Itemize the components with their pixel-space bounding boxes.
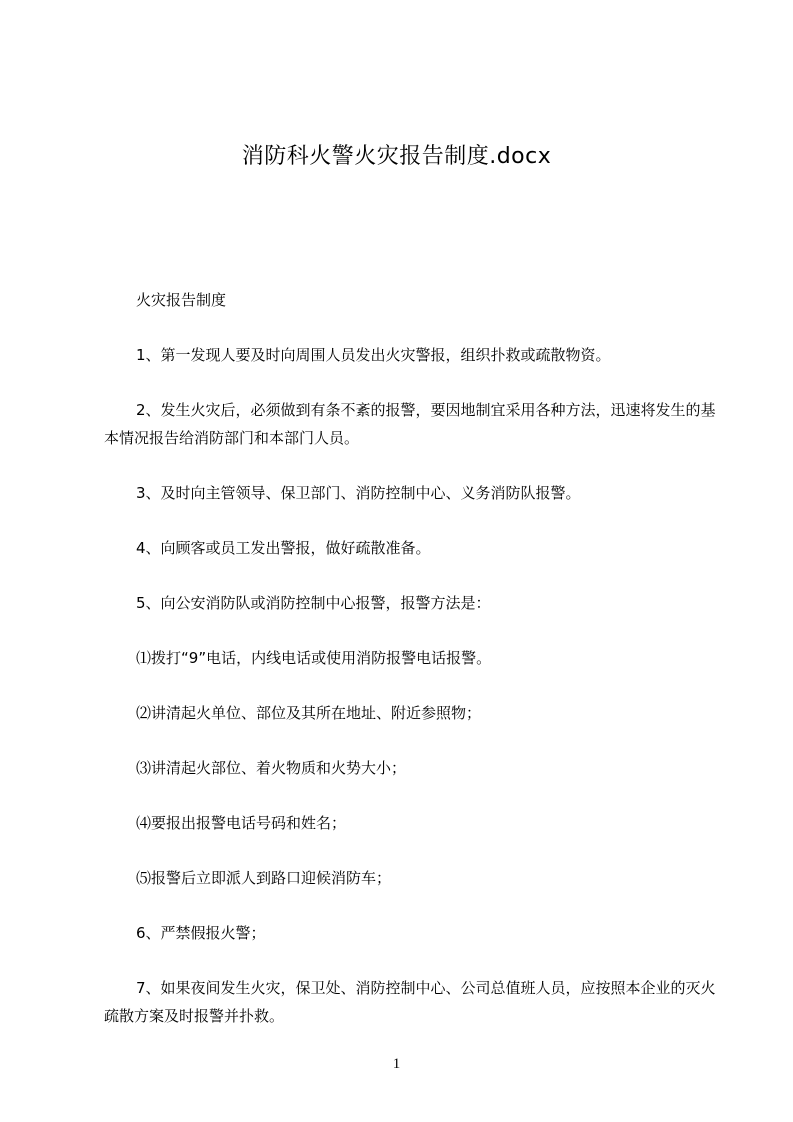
- paragraph-item-7: 7、如果夜间发生火灾，保卫处、消防控制中心、公司总值班人员，应按照本企业的灭火疏散方案及时报警并扑救。: [104, 979, 716, 1025]
- paragraph-item-6: 6、严禁假报火警；: [136, 924, 266, 942]
- paragraph-item-2: 2、发生火灾后，必须做到有条不紊的报警，要因地制宜采用各种方法，迅速将发生的基本情况报告给消防部门和本部门人员。: [104, 401, 716, 447]
- paragraph-item-5: 5、向公安消防队或消防控制中心报警，报警方法是：: [136, 594, 491, 612]
- paragraph-subitem-5: ⑸报警后立即派人到路口迎候消防车；: [136, 869, 392, 887]
- paragraph-subitem-4: ⑷要报出报警电话号码和姓名；: [136, 814, 347, 832]
- heading-paragraph: 火灾报告制度: [136, 291, 227, 309]
- paragraph-subitem-1: ⑴拨打“9”电话，内线电话或使用消防报警电话报警。: [136, 649, 492, 667]
- paragraph-subitem-2: ⑵讲清起火单位、部位及其所在地址、附近参照物；: [136, 704, 482, 722]
- paragraph-subitem-3: ⑶讲清起火部位、着火物质和火势大小；: [136, 759, 407, 777]
- page-title: 消防科火警火灾报告制度.docx: [241, 144, 552, 169]
- paragraph-item-4: 4、向顾客或员工发出警报，做好疏散准备。: [136, 539, 431, 557]
- paragraph-item-1: 1、第一发现人要及时向周围人员发出火灾警报，组织扑救或疏散物资。: [136, 346, 611, 364]
- document-body: [104, 286, 716, 1057]
- page-number: 1: [392, 1056, 401, 1072]
- paragraph-item-3: 3、及时向主管领导、保卫部门、消防控制中心、义务消防队报警。: [136, 484, 581, 502]
